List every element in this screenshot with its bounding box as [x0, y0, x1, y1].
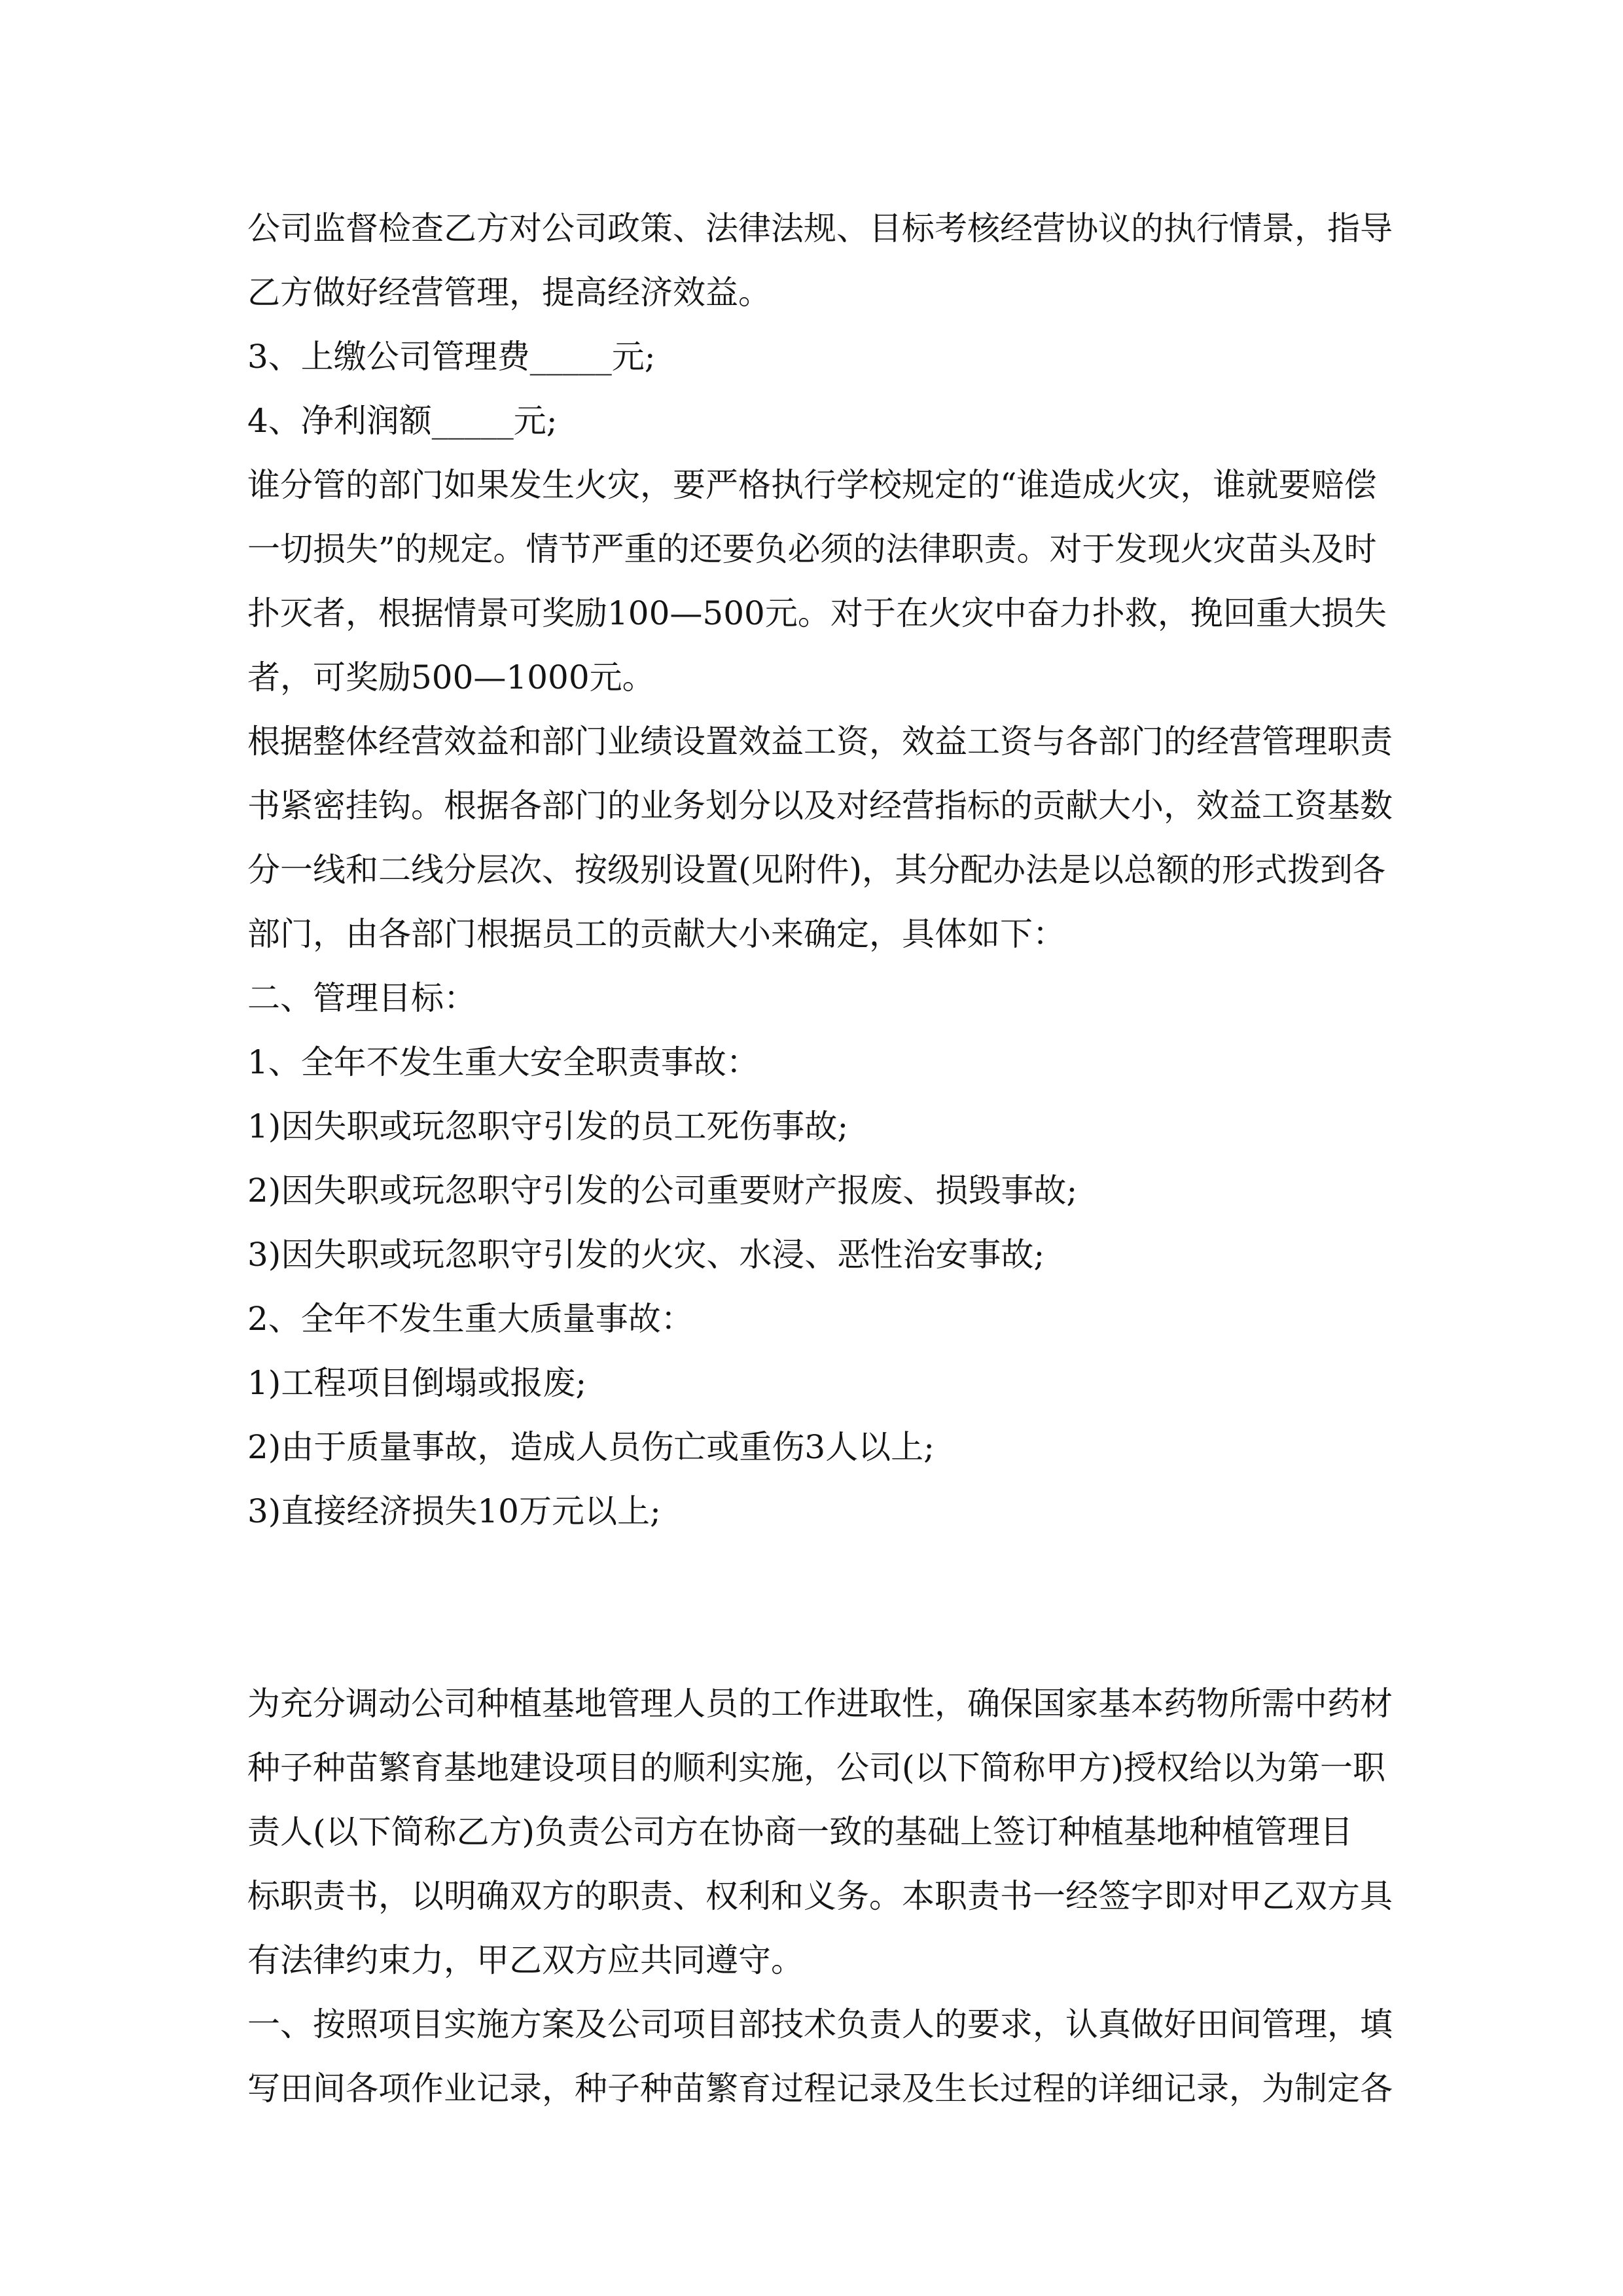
- text-line: 有法律约束力，甲乙双方应共同遵守。: [247, 1941, 804, 1979]
- text-line: 部门，由各部门根据员工的贡献大小来确定，具体如下：: [247, 915, 1065, 953]
- text-line: 1、全年不发生重大安全职责事故：: [247, 1043, 759, 1081]
- text-line: 书紧密挂钩。根据各部门的业务划分以及对经营指标的贡献大小，效益工资基数: [247, 787, 1393, 825]
- text-line: 分一线和二线分层次、按级别设置(见附件)，其分配办法是以总额的形式拨到各: [247, 851, 1386, 889]
- text-line: 写田间各项作业记录，种子种苗繁育过程记录及生长过程的详细记录，为制定各: [247, 2070, 1393, 2108]
- text-line: 扑灭者，根据情景可奖励100—500元。对于在火灾中奋力扑救，挽回重大损失: [247, 594, 1387, 632]
- text-line: 3、上缴公司管理费_____元;: [247, 338, 656, 376]
- section-heading: 二、管理目标：: [247, 979, 476, 1017]
- text-line: 责人(以下简称乙方)负责公司方在协商一致的基础上签订种植基地种植管理目: [247, 1813, 1353, 1851]
- text-line: 谁分管的部门如果发生火灾，要严格执行学校规定的“谁造成火灾，谁就要赔偿: [247, 466, 1377, 504]
- text-line: 者，可奖励500—1000元。: [247, 658, 655, 696]
- list-item: 2)由于质量事故，造成人员伤亡或重伤3人以上;: [247, 1428, 935, 1466]
- text-line: 标职责书，以明确双方的职责、权利和义务。本职责书一经签字即对甲乙双方具: [247, 1877, 1393, 1915]
- list-item: 3)因失职或玩忽职守引发的火灾、水浸、恶性治安事故;: [247, 1236, 1045, 1274]
- list-item: 1)工程项目倒塌或报废;: [247, 1364, 587, 1402]
- document-body: [247, 196, 1393, 2121]
- section-gap: [247, 1543, 1376, 1672]
- text-line: 一、按照项目实施方案及公司项目部技术负责人的要求，认真做好田间管理，填: [247, 2005, 1393, 2043]
- text-line: 乙方做好经营管理，提高经济效益。: [247, 274, 771, 312]
- text-line: 一切损失”的规定。情节严重的还要负必须的法律职责。对于发现火灾苗头及时: [247, 530, 1377, 568]
- paragraph-block-1: [247, 196, 1393, 1543]
- text-line: 种子种苗繁育基地建设项目的顺利实施，公司(以下简称甲方)授权给以为第一职: [247, 1749, 1386, 1787]
- text-line: 公司监督检查乙方对公司政策、法律法规、目标考核经营协议的执行情景，指导: [247, 209, 1393, 247]
- text-line: 4、净利润额_____元;: [247, 402, 558, 440]
- list-item: 1)因失职或玩忽职守引发的员工死伤事故;: [247, 1107, 849, 1145]
- paragraph-block-2: [247, 1672, 1393, 2121]
- list-item: 2)因失职或玩忽职守引发的公司重要财产报废、损毁事故;: [247, 1172, 1078, 1210]
- text-line: 为充分调动公司种植基地管理人员的工作进取性，确保国家基本药物所需中药材: [247, 1685, 1393, 1723]
- text-line: 2、全年不发生重大质量事故：: [247, 1300, 694, 1338]
- text-line: 根据整体经营效益和部门业绩设置效益工资，效益工资与各部门的经营管理职责: [247, 723, 1393, 761]
- list-item: 3)直接经济损失10万元以上;: [247, 1492, 661, 1530]
